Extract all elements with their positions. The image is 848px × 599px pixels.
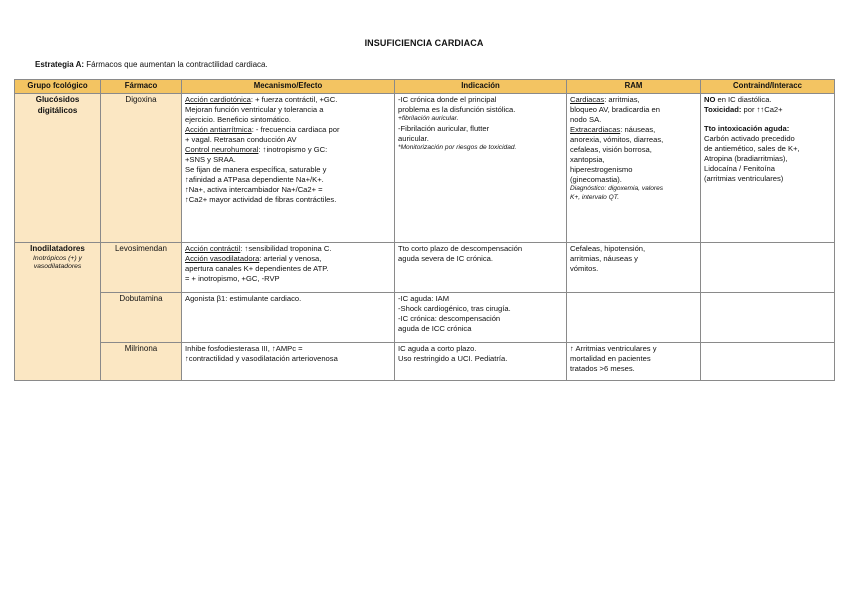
ram-line: bloqueo AV, bradicardia en [570,105,660,115]
mech-line: Mejoran función ventricular y tolerancia a [185,105,324,115]
ram-text: : náuseas, [620,125,656,135]
table-row-milrinona [15,343,835,381]
header-indicacion: Indicación [395,80,567,94]
mech-line: ↑contractilidad y vasodilatación arteriovenosa [185,354,338,364]
mech-line [185,244,391,254]
contra-line: Carbón activado precedido [704,134,795,144]
ram-line: xantopsia, [570,155,605,165]
ram-note: K+, intervalo QT. [570,193,620,201]
ram-cell-digoxina [567,94,701,243]
ram-underlined-term: Extracardiacas [570,125,621,135]
mech-underlined-term: Acción antiarrítmica [185,125,252,135]
ram-line: nodo SA. [570,115,602,125]
contraind-cell-milrinona [701,343,835,381]
ind-line: aguda severa de IC crónica. [398,254,493,264]
ram-line: ↑ Arritmias ventriculares y [570,344,657,353]
ram-line: hiperestrogenismo [570,165,633,175]
strategy-text: Fármacos que aumentan la contractilidad cardiaca. [84,60,268,69]
ind-line: -Shock cardiogénico, tras cirugía. [398,304,511,314]
mech-line [185,254,391,264]
mechanism-cell-levosimendan [182,243,395,293]
ram-line: (ginecomastia). [570,175,622,185]
contra-text: en IC diastólica. [715,95,772,104]
contra-bold-term: NO [704,95,716,104]
mech-text: : + fuerza contráctil, +GC. [250,95,338,104]
mechanism-cell-digoxina [182,94,395,243]
header-farmaco: Fármaco [101,80,182,94]
contra-line [704,105,831,115]
contraind-cell-levosimendan [701,243,835,293]
mech-line: Agonista β1: estimulante cardiaco. [185,294,302,303]
ind-line: auricular. [398,133,429,143]
mech-text: : ↑inotropismo y GC: [258,145,328,155]
contra-line: de antiemético, sales de K+, [704,144,800,154]
mech-underlined-term: Acción vasodilatadora [185,254,260,264]
ind-line: -IC aguda: IAM [398,294,450,303]
ram-line: cefaleas, visión borrosa, [570,145,652,155]
ram-line [570,95,697,105]
table-header-row [15,80,835,94]
mechanism-cell-milrinona [182,343,395,381]
mech-line: ↑Na+, activa intercambiador Na+/Ca2+ = [185,185,323,195]
indication-cell-digoxina [395,94,567,243]
contra-line: Lidocaína / Fenitoína [704,164,775,174]
ram-note: Diagnóstico: digoxemia, valores [570,185,664,193]
mech-line: Inhibe fosfodiesterasa III, ↑AMPc = [185,344,303,353]
document-title: INSUFICIENCIA CARDIACA [364,38,484,48]
table-row-dobutamina [15,293,835,343]
header-contraind: Contraind/Interacc [701,80,835,94]
ind-line: aguda de ICC crónica [398,324,472,334]
mech-line: + vagal. Retrasan conducción AV [185,135,297,145]
mech-line: ↑afinidad a ATPasa dependiente Na+/K+. [185,175,324,185]
ram-line: Cefaleas, hipotensión, [570,244,646,253]
ram-line: tratados >6 meses. [570,364,635,374]
contraind-cell-dobutamina [701,293,835,343]
ind-line: -Fibrilación auricular, flutter [398,123,490,133]
indication-cell-milrinona [395,343,567,381]
table-row-digoxina [15,94,835,243]
ram-line: anorexia, vómitos, diarreas, [570,135,664,145]
ind-note: *Monitorización por riesgos de toxicidad. [398,143,517,151]
ind-note: +fibrilación auricular. [398,115,459,123]
indication-cell-levosimendan [395,243,567,293]
mech-line [185,95,391,105]
ram-cell-dobutamina [567,293,701,343]
group-cell-inodilatadores [15,243,101,381]
ram-cell-milrinona [567,343,701,381]
contra-heading: Tto intoxicación aguda: [704,124,790,134]
indication-cell-dobutamina [395,293,567,343]
spacer [704,115,831,124]
ram-line: arritmias, náuseas y [570,254,638,264]
contra-bold-term: Toxicidad: [704,105,742,115]
ram-line: mortalidad en pacientes [570,354,651,364]
contraind-cell-digoxina [701,94,835,243]
drug-table [14,79,835,381]
group-name: Glucósidos digitálicos [35,95,80,115]
ram-line [570,125,697,135]
mech-line: ↑Ca2+ mayor actividad de fibras contráctiles. [185,195,337,205]
drug-cell-digoxina: Digoxina [101,94,182,243]
mech-line: ejercicio. Beneficio sintomático. [185,115,291,125]
ind-line: problema es la disfunción sistólica. [398,105,516,115]
mech-line: +SNS y SRAA. [185,155,236,165]
ind-line: Uso restringido a UCI. Pediatría. [398,354,508,364]
strategy-label: Estrategia A: [35,60,85,69]
mech-text: : ↑sensibilidad troponina C. [240,244,332,253]
mech-text: : arterial y venosa, [259,254,322,264]
contra-text: por ↑↑Ca2+ [741,105,783,115]
header-ram: RAM [567,80,701,94]
mech-text: : - frecuencia cardiaca por [251,125,340,135]
mech-line [185,125,391,135]
mech-line: Se fijan de manera específica, saturable y [185,165,327,175]
mech-underlined-term: Acción contráctil [185,244,241,253]
strategy-line [35,60,268,69]
group-subtitle: Inotrópicos (+) y vasodilatadores [33,254,82,271]
contra-line: Atropina (bradiarritmias), [704,154,788,164]
table-row-levosimendan [15,243,835,293]
header-mecanismo: Mecanismo/Efecto [182,80,395,94]
mech-underlined-term: Control neurohumoral [185,145,259,155]
mech-line [185,145,391,155]
header-grupo: Grupo fcológico [15,80,101,94]
drug-cell-milrinona: Milrinona [101,343,182,381]
ram-line: vómitos. [570,264,599,274]
mech-line: = + inotropismo, +GC, -RVP [185,274,280,284]
group-name: Inodilatadores [30,244,85,253]
group-cell-glucosidos [15,94,101,243]
ram-cell-levosimendan [567,243,701,293]
ram-underlined-term: Cardiacas [570,95,605,104]
drug-cell-levosimendan: Levosimendan [101,243,182,293]
mech-underlined-term: Acción cardiotónica [185,95,251,104]
ind-line: -IC crónica: descompensación [398,314,501,324]
drug-cell-dobutamina: Dobutamina [101,293,182,343]
ram-text: : arritmias, [604,95,640,104]
ind-line: -IC crónica donde el principal [398,95,497,104]
contra-line: (arritmias ventriculares) [704,174,784,184]
mech-line: apertura canales K+ dependientes de ATP. [185,264,329,274]
contra-line [704,95,831,105]
ind-line: IC aguda a corto plazo. [398,344,477,353]
ind-line: Tto corto plazo de descompensación [398,244,523,253]
mechanism-cell-dobutamina [182,293,395,343]
